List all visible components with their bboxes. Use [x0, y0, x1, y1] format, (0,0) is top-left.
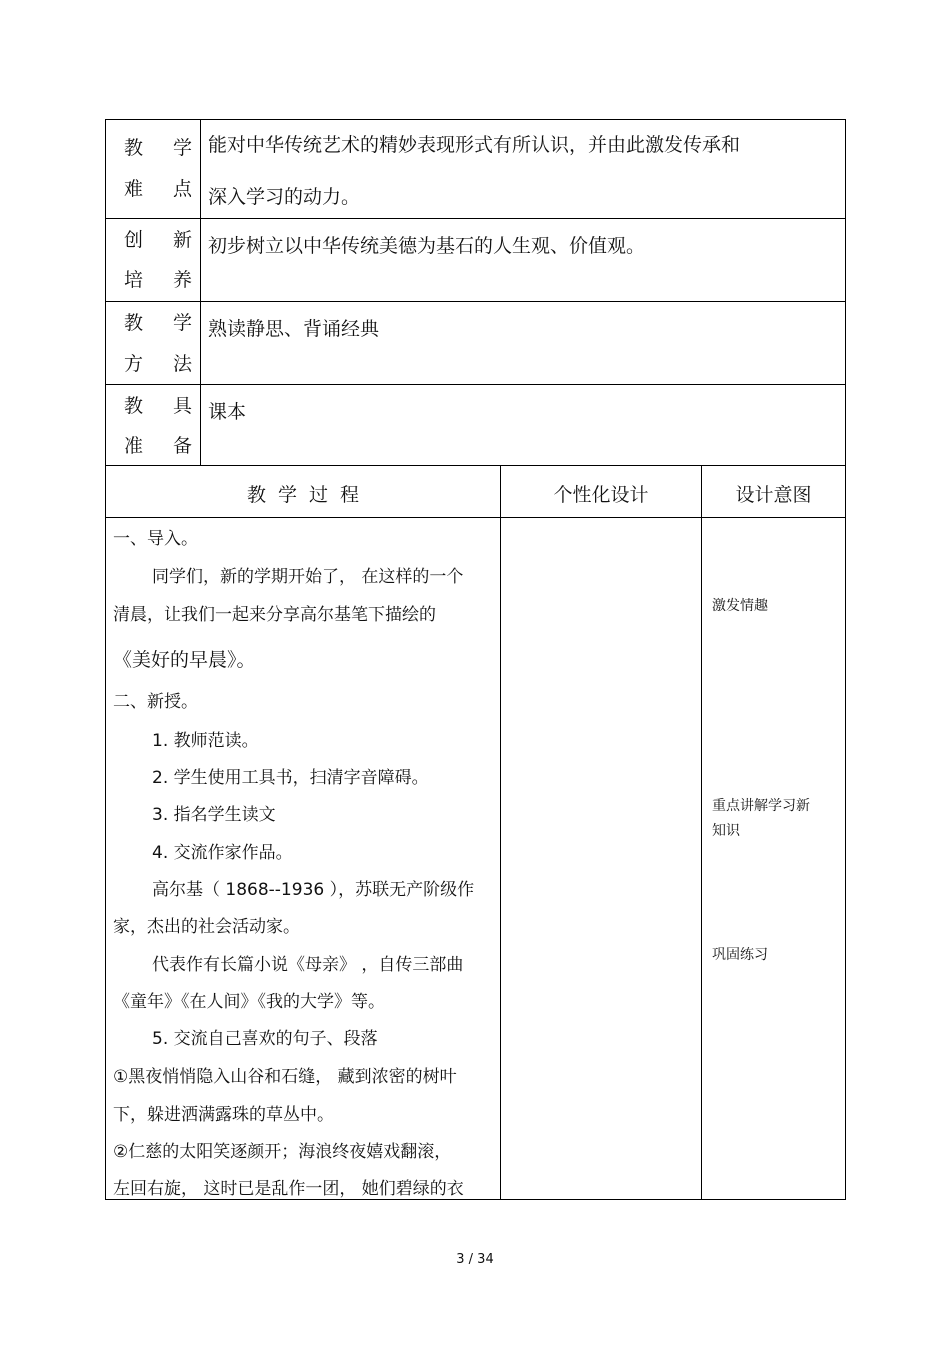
process-line: 清晨，让我们一起来分享高尔基笔下描绘的 — [113, 605, 436, 625]
row-label-tools-line2: 准 备 — [124, 435, 205, 457]
process-line: ②仁慈的太阳笑逐颜开；海浪终夜嬉戏翻滚， — [113, 1142, 452, 1162]
row-label-innovation-line2: 培 养 — [124, 269, 205, 291]
table-border-right — [845, 119, 846, 1200]
row-divider — [105, 301, 846, 302]
row-label-innovation-line1: 创 新 — [124, 229, 205, 251]
header-process: 教 学 过 程 — [246, 484, 360, 506]
intent-note-practice: 巩固练习 — [712, 947, 768, 963]
page-number: 3 / 34 — [456, 1252, 494, 1267]
personal-column-divider — [701, 465, 702, 1200]
process-column-divider — [500, 465, 501, 1200]
process-line: 家，杰出的社会活动家。 — [113, 917, 300, 937]
intent-note-key-knowledge-line1: 重点讲解学习新 — [712, 798, 810, 814]
row-label-difficulty-line1: 教 学 — [124, 137, 205, 159]
process-line: 代表作有长篇小说《母亲》 ，自传三部曲 — [152, 955, 464, 975]
process-line: 同学们，新的学期开始了， 在这样的一个 — [152, 567, 464, 587]
difficulty-content-line2: 深入学习的动力。 — [208, 186, 361, 208]
process-line: 《童年》《在人间》《我的大学》等。 — [113, 992, 385, 1012]
process-line: 2. 学生使用工具书，扫清字音障碍。 — [152, 768, 429, 788]
process-line: 高尔基（ 1868--1936 ），苏联无产阶级作 — [152, 880, 475, 900]
process-line: 一、导入。 — [113, 529, 198, 549]
process-line: 4. 交流作家作品。 — [152, 843, 293, 863]
row-label-tools-line1: 教 具 — [124, 395, 205, 417]
row-divider — [105, 384, 846, 385]
process-line: 《美好的早晨》。 — [113, 649, 256, 671]
process-line: 1. 教师范读。 — [152, 731, 259, 751]
table-border-top — [105, 119, 846, 120]
intent-note-key-knowledge-line2: 知识 — [712, 823, 740, 839]
row-label-method-line2: 方 法 — [124, 353, 205, 375]
method-content: 熟读静思、背诵经典 — [208, 318, 380, 340]
header-design-intent: 设计意图 — [735, 484, 812, 506]
tools-content: 课本 — [208, 401, 247, 423]
row-divider — [105, 517, 846, 518]
process-line: ①黑夜悄悄隐入山谷和石缝， 藏到浓密的树叶 — [113, 1067, 457, 1087]
header-personal-design: 个性化设计 — [553, 484, 649, 506]
difficulty-content-line1: 能对中华传统艺术的精妙表现形式有所认识，并由此激发传承和 — [208, 134, 741, 156]
process-line: 下，躲进洒满露珠的草丛中。 — [113, 1105, 334, 1125]
row-label-difficulty-line2: 难 点 — [124, 178, 205, 200]
row-divider — [105, 218, 846, 219]
process-line: 3. 指名学生读文 — [152, 805, 276, 825]
row-divider — [105, 465, 846, 466]
row-label-method-line1: 教 学 — [124, 312, 205, 334]
intent-note-interest: 激发情趣 — [712, 598, 768, 614]
table-border-bottom — [105, 1199, 846, 1200]
process-line: 二、新授。 — [113, 692, 198, 712]
table-border-left — [105, 119, 106, 1200]
process-line: 左回右旋， 这时已是乱作一团， 她们碧绿的衣 — [113, 1179, 464, 1199]
process-line: 5. 交流自己喜欢的句子、段落 — [152, 1029, 378, 1049]
innovation-content: 初步树立以中华传统美德为基石的人生观、价值观。 — [208, 235, 646, 257]
